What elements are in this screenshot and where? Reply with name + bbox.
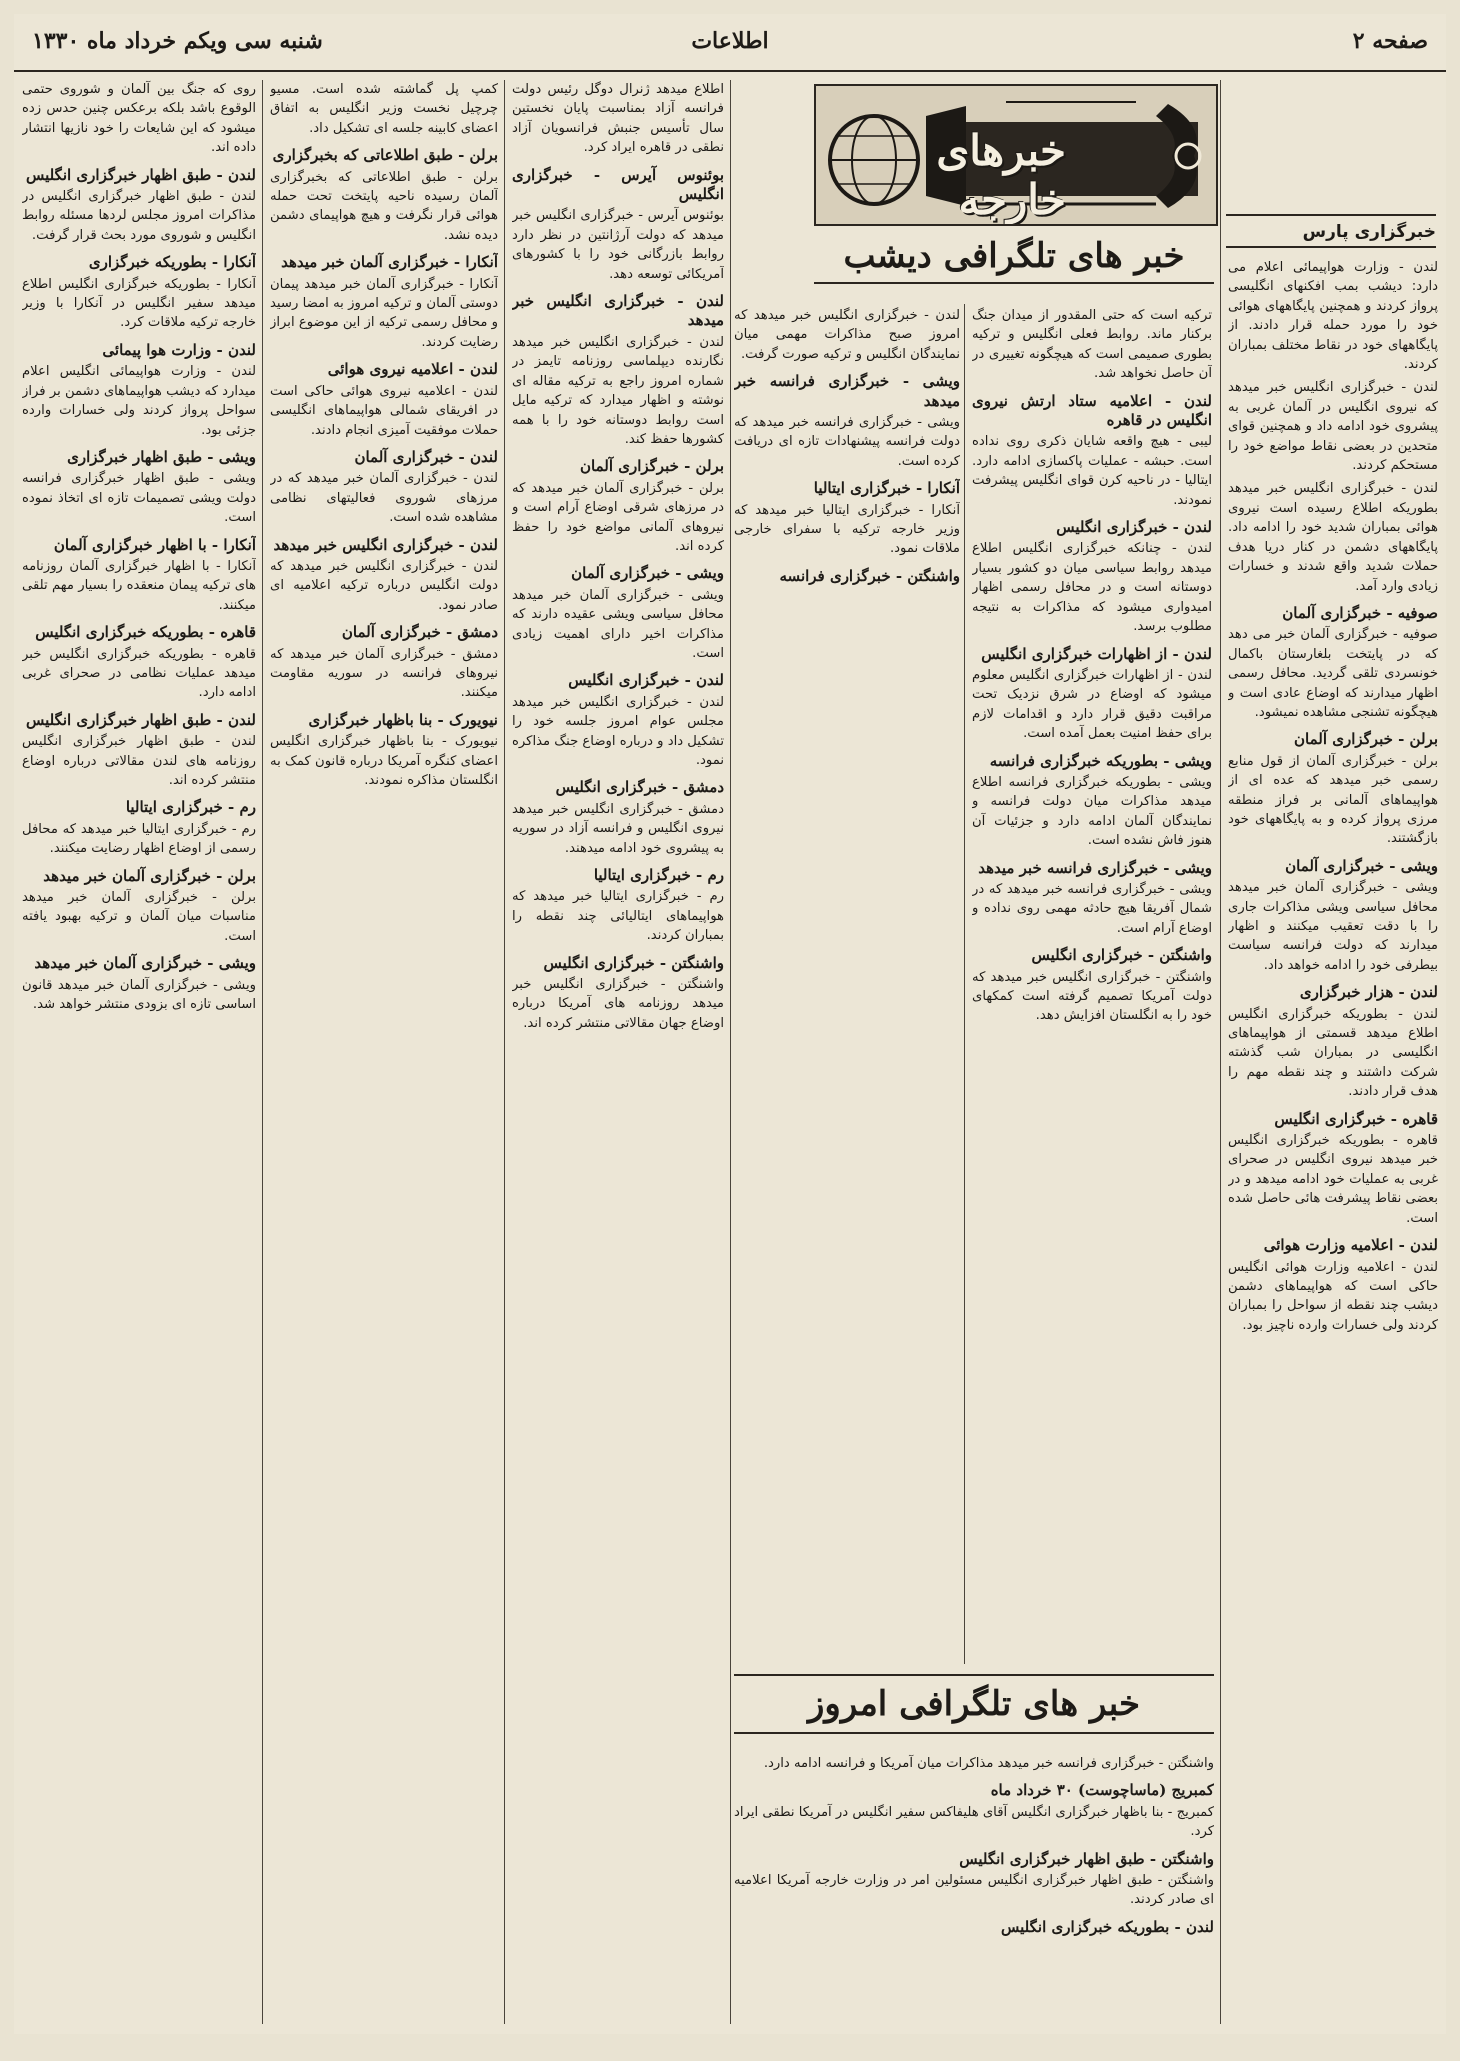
news-dateline: ویشی - خبرگزاری آلمان bbox=[1285, 856, 1438, 875]
news-dateline: واشنگتن - خبرگزاری انگلیس bbox=[543, 953, 724, 972]
news-paragraph: قاهره - بطوریکه خبرگزاری انگلیس خبر میدهد عملیات نظامی در صحرای غربی ادامه دارد. bbox=[22, 646, 256, 701]
news-column-2 bbox=[972, 306, 1212, 1664]
news-paragraph: ویشی - خبرگزاری آلمان خبر میدهد محافل سیاسی ویشی عقیده دارند که مذاکرات اخیر دارای اهمیت زیادی است. bbox=[512, 587, 724, 661]
news-dateline: آنکارا - با اظهار خبرگزاری آلمان bbox=[53, 535, 256, 554]
news-dateline: ویشی - خبرگزاری فرانسه خبر میدهد bbox=[734, 372, 960, 410]
news-dateline: لندن - بطوریکه خبرگزاری انگلیس bbox=[1001, 1917, 1214, 1936]
news-paragraph: لندن - خبرگزاری انگلیس خبر میدهد که دولت انگلیس درباره ترکیه اعلامیه ای صادر نمود. bbox=[270, 558, 498, 613]
banner-title: خبرهای خارجه bbox=[936, 126, 1066, 224]
news-paragraph: لندن - خبرگزاری انگلیس خبر میدهد که امروز صبح مذاکرات مهمی میان نمایندگان انگلیس و ترکیه صورت گرفت. bbox=[734, 308, 960, 362]
news-dateline: صوفیه - خبرگزاری آلمان bbox=[1282, 603, 1438, 622]
news-paragraph: روی که جنگ بین آلمان و شوروی حتمی الوقوع باشد بلکه برعکس چنین حدس زده میشود که این شایعات را خود نازیها انتشار داده اند. bbox=[22, 82, 256, 156]
news-paragraph: نیویورک - بنا باظهار خبرگزاری انگلیس اعضای کنگره آمریکا درباره قانون کمک به انگلستان مذاکره نمودند. bbox=[270, 734, 498, 788]
news-dateline: آنکارا - خبرگزاری آلمان خبر میدهد bbox=[281, 253, 498, 272]
news-dateline: ویشی - خبرگزاری فرانسه خبر میدهد bbox=[978, 858, 1212, 877]
news-column-2b bbox=[734, 306, 960, 1664]
news-paragraph: ویشی - بطوریکه خبرگزاری فرانسه اطلاع میدهد مذاکرات میان دولت فرانسه و نمایندگان آلمان ادامه دارد و جزئیات آن هنوز فاش نشده است. bbox=[972, 774, 1212, 849]
news-dateline: برلن - خبرگزاری آلمان bbox=[580, 457, 724, 476]
news-paragraph: ویشی - طبق اظهار خبرگزاری فرانسه دولت ویشی تصمیمات تازه ای اتخاذ نموده است. bbox=[22, 471, 256, 526]
news-dateline: دمشق - خبرگزاری آلمان bbox=[341, 623, 498, 642]
news-paragraph: لندن - از اظهارات خبرگزاری انگلیس معلوم میشود که اوضاع در شرق نزدیک تحت مراقبت دقیق قرار دارد و اقدامات لازم برای حفظ امنیت بعمل آمده است. bbox=[972, 667, 1212, 742]
foreign-news-banner bbox=[814, 84, 1218, 226]
news-dateline: ویشی - بطوریکه خبرگزاری فرانسه bbox=[989, 751, 1212, 770]
news-dateline: ویشی - طبق اظهار خبرگزاری bbox=[67, 447, 256, 466]
news-paragraph: لندن - خبرگزاری انگلیس خبر میدهد نگارنده دیپلماسی روزنامه تایمز در شماره امروز راجع به ترکیه مقاله ای نوشته و اظهار میدارد که ترکیه مایل است روابط دوستانه خود را با همه کشورها حفظ کند. bbox=[512, 334, 724, 447]
news-paragraph: ویشی - خبرگزاری فرانسه خبر میدهد که در شمال آفریقا هیچ حادثه مهمی روی نداده و اوضاع آرام است. bbox=[972, 881, 1212, 936]
news-dateline: لندن - طبق اظهار خبرگزاری انگلیس bbox=[25, 710, 256, 729]
news-paragraph: لندن - خبرگزاری آلمان خبر میدهد که در مرزهای شوروی فعالیتهای نظامی مشاهده شده است. bbox=[270, 471, 498, 526]
news-dateline: واشنگتن - خبرگزاری انگلیس bbox=[1031, 946, 1212, 965]
news-dateline: رم - خبرگزاری ایتالیا bbox=[593, 866, 724, 885]
news-column-4 bbox=[270, 80, 498, 2024]
news-dateline: واشنگتن - طبق اظهار خبرگزاری انگلیس bbox=[959, 1849, 1214, 1868]
news-dateline: لندن - از اظهارات خبرگزاری انگلیس bbox=[981, 644, 1212, 663]
column-rule bbox=[1220, 80, 1221, 2024]
news-paragraph: آنکارا - خبرگزاری ایتالیا خبر میدهد که وزیر خارجه ترکیه با سفرای خارجی ملاقات نمود. bbox=[734, 502, 960, 557]
today-news-block bbox=[734, 1754, 1214, 2024]
issue-date: شنبه سی ویکم خرداد ماه ۱۳۳۰ bbox=[32, 28, 323, 54]
news-paragraph: رم - خبرگزاری ایتالیا خبر میدهد که محافل رسمی از اوضاع اظهار رضایت میکنند. bbox=[22, 821, 256, 857]
page-number: صفحه ۲ bbox=[1352, 28, 1428, 54]
news-dateline: دمشق - خبرگزاری انگلیس bbox=[555, 778, 724, 797]
news-paragraph: لندن - اعلامیه وزارت هوائی انگلیس حاکی است که هواپیماهای دشمن دیشب چند نقطه از سواحل را بمباران کردند ولی خسارات وارده ناچیز بود. bbox=[1228, 1259, 1438, 1333]
news-paragraph: لندن - وزارت هواپیمائی انگلیس اعلام میدارد که دیشب هواپیماهای دشمن بر فراز سواحل پرواز کردند ولی خسارات وارده جزئی بود. bbox=[22, 364, 256, 438]
news-paragraph: آنکارا - بطوریکه خبرگزاری انگلیس اطلاع میدهد سفیر انگلیس در آنکارا با وزیر خارجه ترکیه ملاقات کرد. bbox=[22, 276, 256, 331]
news-paragraph: ویشی - خبرگزاری فرانسه خبر میدهد که دولت فرانسه پیشنهادات تازه ای دریافت کرده است. bbox=[734, 415, 960, 469]
news-paragraph: ویشی - خبرگزاری آلمان خبر میدهد قانون اساسی تازه ای بزودی منتشر خواهد شد. bbox=[22, 977, 256, 1013]
news-column-1 bbox=[1228, 258, 1438, 2024]
column-rule bbox=[504, 80, 505, 2024]
headline-last-night: خبر های تلگرافی دیشب bbox=[814, 236, 1214, 284]
news-paragraph: ترکیه است که حتی المقدور از میدان جنگ برکنار ماند. روابط فعلی انگلیس و ترکیه بطوری صمیمی است که هیچگونه تغییری در آن حاصل نخواهد شد. bbox=[972, 308, 1212, 382]
news-paragraph: ویشی - خبرگزاری آلمان خبر میدهد محافل سیاسی ویشی مذاکرات جاری را با دقت تعقیب میکنند و اظهار میدارند که دولت فرانسه سیاست بیطرفی خود را ادامه خواهد داد. bbox=[1228, 880, 1438, 973]
news-dateline: آنکارا - بطوریکه خبرگزاری bbox=[88, 253, 256, 272]
news-paragraph: دمشق - خبرگزاری انگلیس خبر میدهد نیروی انگلیس و فرانسه آزاد در سوریه به پیشروی خود ادامه میدهند. bbox=[512, 801, 724, 856]
news-dateline: لندن - هزار خبرگزاری bbox=[1299, 983, 1438, 1002]
news-paragraph: آنکارا - خبرگزاری آلمان خبر میدهد پیمان دوستی آلمان و ترکیه امروز به امضا رسید و محافل رسمی ترکیه از این موضوع ابراز رضایت کردند. bbox=[270, 276, 498, 350]
column-rule bbox=[964, 304, 965, 1664]
news-paragraph: صوفیه - خبرگزاری آلمان خبر می دهد که در پایتخت بلغارستان باکمال خونسردی تلقی گردید. محافل رسمی اظهار میدارند که اوضاع عادی است و هیچگونه تشنجی مشاهده نمیشود. bbox=[1228, 627, 1438, 720]
news-dateline: لندن - اعلامیه وزارت هوائی bbox=[1263, 1236, 1438, 1255]
news-column-3 bbox=[512, 80, 724, 2024]
news-paragraph: لندن - خبرگزاری انگلیس خبر میدهد که نیروی انگلیس در آلمان غربی به پیشروی خود ادامه داد و همچنین قوای متحدین در بعضی نقاط مواضع خود را مستحکم کردند. bbox=[1228, 380, 1438, 474]
news-dateline: لندن - وزارت هوا پیمائی bbox=[102, 340, 256, 359]
news-paragraph: واشنگتن - خبرگزاری انگلیس خبر میدهد که دولت آمریکا تصمیم گرفته است کمکهای خود را به انگلستان افزایش دهد. bbox=[972, 969, 1212, 1024]
news-paragraph: لندن - خبرگزاری انگلیس خبر میدهد بطوریکه اطلاع رسیده است نیروی هوائی بمباران شدید خود را ادامه داد. پایگاههای دشمن در کنار دریا هدف حملات شدید واقع شدند و خسارات زیادی وارد آمد. bbox=[1228, 481, 1438, 594]
news-dateline: نیویورک - بنا باظهار خبرگزاری bbox=[308, 710, 498, 729]
news-dateline: قاهره - خبرگزاری انگلیس bbox=[1274, 1109, 1438, 1128]
news-paragraph: رم - خبرگزاری ایتالیا خبر میدهد که هواپیماهای ایتالیائی چند نقطه را بمباران کردند. bbox=[512, 889, 724, 944]
news-dateline: برلن - طبق اطلاعاتی که بخبرگزاری bbox=[272, 146, 498, 165]
news-paragraph: آنکارا - با اظهار خبرگزاری آلمان روزنامه های ترکیه پیمان منعقده را بسیار مهم تلقی میکنند. bbox=[22, 558, 256, 613]
agency-label: خبرگزاری پارس bbox=[1226, 214, 1436, 248]
news-dateline: ویشی - خبرگزاری آلمان bbox=[571, 564, 724, 583]
news-paragraph: واشنگتن - خبرگزاری انگلیس خبر میدهد روزنامه های آمریکا درباره اوضاع جهان مقالاتی منتشر کرده اند. bbox=[512, 977, 724, 1031]
newspaper-page bbox=[14, 14, 1446, 2034]
news-dateline: لندن - خبرگزاری انگلیس خبر میدهد bbox=[512, 292, 724, 330]
headline-today: خبر های تلگرافی امروز bbox=[734, 1674, 1214, 1734]
news-paragraph: واشنگتن - طبق اظهار خبرگزاری انگلیس مسئولین امر در وزارت خارجه آمریکا اعلامیه ای صادر کردند. bbox=[734, 1873, 1214, 1908]
news-dateline: رم - خبرگزاری ایتالیا bbox=[125, 798, 256, 817]
news-dateline: لندن - خبرگزاری انگلیس bbox=[568, 671, 724, 690]
newspaper-name: اطلاعات bbox=[691, 28, 769, 54]
news-dateline: بوئنوس آیرس - خبرگزاری انگلیس bbox=[512, 165, 724, 204]
news-dateline: ویشی - خبرگزاری آلمان خبر میدهد bbox=[34, 954, 256, 973]
news-dateline: واشنگتن - خبرگزاری فرانسه bbox=[779, 566, 960, 585]
news-paragraph: واشنگتن - خبرگزاری فرانسه خبر میدهد مذاکرات میان آمریکا و فرانسه ادامه دارد. bbox=[763, 1756, 1214, 1771]
news-dateline: لندن - اعلامیه ستاد ارتش نیروی انگلیس در قاهره bbox=[972, 391, 1212, 430]
news-dateline: لندن - اعلامیه نیروی هوائی bbox=[327, 360, 498, 379]
news-paragraph: لیبی - هیچ واقعه شایان ذکری روی نداده است. حبشه - عملیات پاکسازی ادامه دارد. ایتالیا - در ناحیه کرن قوای انگلیس پیشرفت نمودند. bbox=[972, 434, 1212, 508]
news-dateline: آنکارا - خبرگزاری ایتالیا bbox=[813, 479, 960, 498]
column-rule bbox=[730, 80, 731, 2024]
news-paragraph: لندن - وزارت هواپیمائی اعلام می دارد: دیشب بمب افکنهای انگلیسی پرواز کردند و همچنین پایگاههای هوائی خود را مورد حمله قرار دادند. از پایگاههای خود در نقاط مختلف بمباران کردند. bbox=[1228, 260, 1438, 373]
news-paragraph: برلن - خبرگزاری آلمان از قول منابع رسمی خبر میدهد که عده ای از هواپیماهای آلمانی بر فراز منطقه مرزی پرواز کرده و به پایگاههای خود بازگشتند. bbox=[1228, 753, 1438, 847]
news-paragraph: برلن - طبق اطلاعاتی که بخبرگزاری آلمان رسیده ناحیه پایتخت تحت حمله هوائی قرار نگرفت و هیچ هواپیمای دشمن دیده نشد. bbox=[270, 169, 498, 243]
page-header bbox=[14, 14, 1446, 72]
news-dateline: لندن - خبرگزاری انگلیس bbox=[1056, 518, 1212, 537]
news-paragraph: لندن - چنانکه خبرگزاری انگلیس اطلاع میدهد روابط سیاسی میان دو کشور بسیار دوستانه است و در محافل رسمی اظهار امیدواری میشود که مذاکرات به نتیجه مطلوب برسد. bbox=[972, 541, 1212, 635]
news-paragraph: اطلاع میدهد ژنرال دوگل رئیس دولت فرانسه آزاد بمناسبت پایان نخستین سال تأسیس جنبش فرانسویان آزاد نطقی در قاهره ایراد کرد. bbox=[512, 82, 724, 156]
news-dateline: قاهره - بطوریکه خبرگزاری انگلیس bbox=[35, 623, 256, 642]
column-rule bbox=[262, 80, 263, 2024]
news-paragraph: برلن - خبرگزاری آلمان خبر میدهد مناسبات میان آلمان و ترکیه بهبود یافته است. bbox=[22, 890, 256, 944]
news-column-5 bbox=[22, 80, 256, 2024]
news-dateline: لندن - طبق اظهار خبرگزاری انگلیس bbox=[25, 165, 256, 184]
news-paragraph: لندن - بطوریکه خبرگزاری انگلیس اطلاع میدهد قسمتی از هواپیماهای انگلیسی در بمباران شب گذشته شرکت داشتند و چند نقطه مهم را هدف قرار دادند. bbox=[1228, 1006, 1438, 1100]
news-paragraph: کمبریج - بنا باظهار خبرگزاری انگلیس آقای هلیفاکس سفیر انگلیس در آمریکا نطقی ایراد کرد. bbox=[734, 1804, 1214, 1840]
news-paragraph: لندن - اعلامیه نیروی هوائی حاکی است در افریقای شمالی هواپیماهای انگلیسی حملات موفقیت آمیزی انجام دادند. bbox=[270, 383, 498, 438]
news-paragraph: دمشق - خبرگزاری آلمان خبر میدهد که نیروهای فرانسه در سوریه مقاومت میکنند. bbox=[270, 646, 498, 701]
news-paragraph: بوئنوس آیرس - خبرگزاری انگلیس خبر میدهد که دولت آرژانتین در نظر دارد روابط بازرگانی خود را با کشورهای آمریکائی توسعه دهد. bbox=[512, 208, 724, 282]
news-dateline: برلن - خبرگزاری آلمان خبر میدهد bbox=[43, 866, 256, 885]
news-paragraph: برلن - خبرگزاری آلمان خبر میدهد که در مرزهای شرقی اوضاع آرام است و نیروهای آلمانی مواضع خود را حفظ کرده اند. bbox=[512, 480, 724, 554]
news-dateline: برلن - خبرگزاری آلمان bbox=[1294, 730, 1438, 749]
news-paragraph: لندن - خبرگزاری انگلیس خبر میدهد مجلس عوام امروز جلسه خود را تشکیل داد و درباره اوضاع جنگ مذاکره نمود. bbox=[512, 694, 724, 768]
news-paragraph: لندن - طبق اظهار خبرگزاری انگلیس روزنامه های لندن مقالاتی درباره اوضاع منتشر کرده اند. bbox=[22, 734, 256, 788]
news-dateline: لندن - خبرگزاری انگلیس خبر میدهد bbox=[273, 535, 498, 554]
news-dateline: لندن - خبرگزاری آلمان bbox=[354, 447, 498, 466]
news-paragraph: لندن - طبق اظهار خبرگزاری انگلیس در مذاکرات امروز مجلس لردها مسئله روابط انگلیس و شوروی مورد بحث قرار گرفت. bbox=[22, 189, 256, 243]
news-dateline: کمبریج (ماساچوست) ۳۰ خرداد ماه bbox=[990, 1781, 1214, 1800]
news-paragraph: کمپ پل گماشته شده است. مسیو چرچیل نخست وزیر انگلیس به اتفاق اعضای کابینه جلسه ای تشکیل داد. bbox=[270, 82, 498, 136]
news-paragraph: قاهره - بطوریکه خبرگزاری انگلیس خبر میدهد نیروی انگلیس در صحرای غربی به عملیات خود ادامه میدهد و در بعضی نقاط پیشرفت هائی حاصل شده است. bbox=[1228, 1133, 1438, 1226]
